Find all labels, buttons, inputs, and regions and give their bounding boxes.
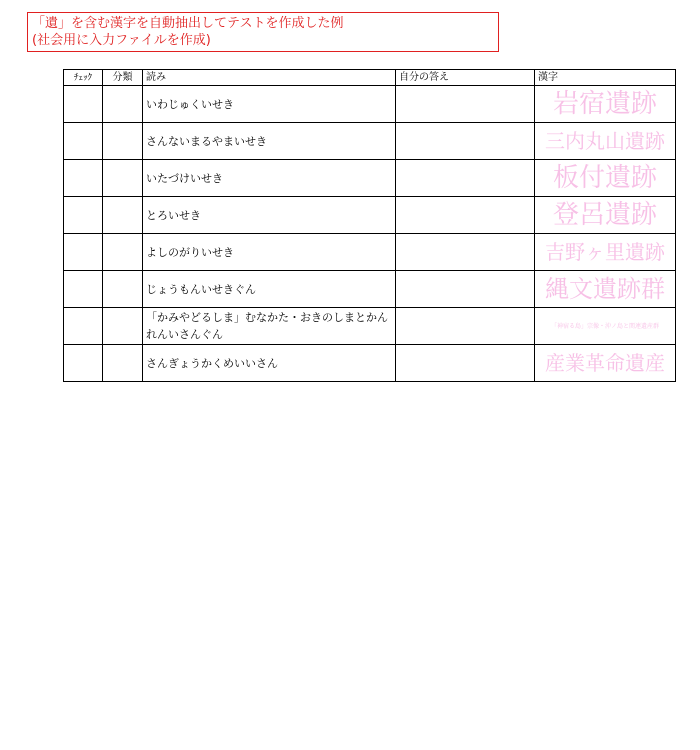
kanji-cell: 縄文遺跡群 xyxy=(535,271,676,308)
check-cell[interactable] xyxy=(64,345,103,382)
check-cell[interactable] xyxy=(64,123,103,160)
table-header-row xyxy=(64,70,676,86)
answer-cell[interactable] xyxy=(396,160,535,197)
answer-cell[interactable] xyxy=(396,86,535,123)
kanji-cell: 三内丸山遺跡 xyxy=(535,123,676,160)
kanji-cell: 板付遺跡 xyxy=(535,160,676,197)
header-reading: 読み xyxy=(143,70,396,86)
check-cell[interactable] xyxy=(64,234,103,271)
reading-cell: さんないまるやまいせき xyxy=(143,123,396,160)
answer-cell[interactable] xyxy=(396,345,535,382)
answer-cell[interactable] xyxy=(396,271,535,308)
answer-cell[interactable] xyxy=(396,234,535,271)
table-row xyxy=(64,234,676,271)
kanji-cell: 産業革命遺産 xyxy=(535,345,676,382)
category-cell xyxy=(103,160,143,197)
reading-cell: さんぎょうかくめいいさん xyxy=(143,345,396,382)
reading-cell: じょうもんいせきぐん xyxy=(143,271,396,308)
table-row xyxy=(64,86,676,123)
notice-box xyxy=(27,12,499,52)
category-cell xyxy=(103,234,143,271)
header-category: 分類 xyxy=(103,70,143,86)
kanji-cell: 登呂遺跡 xyxy=(535,197,676,234)
table-row xyxy=(64,197,676,234)
check-cell[interactable] xyxy=(64,160,103,197)
category-cell xyxy=(103,197,143,234)
header-my-answer: 自分の答え xyxy=(396,70,535,86)
header-kanji: 漢字 xyxy=(535,70,676,86)
category-cell xyxy=(103,308,143,345)
header-check: ﾁｪｯｸ xyxy=(64,70,103,86)
table-row xyxy=(64,345,676,382)
answer-cell[interactable] xyxy=(396,197,535,234)
reading-cell: いわじゅくいせき xyxy=(143,86,396,123)
check-cell[interactable] xyxy=(64,271,103,308)
table-row xyxy=(64,160,676,197)
check-cell[interactable] xyxy=(64,197,103,234)
kanji-cell: 「神宿る島」宗像・沖ノ島と関連遺産群 xyxy=(535,308,676,345)
reading-cell: よしのがりいせき xyxy=(143,234,396,271)
kanji-cell: 岩宿遺跡 xyxy=(535,86,676,123)
table-row xyxy=(64,308,676,345)
category-cell xyxy=(103,123,143,160)
reading-cell: 「かみやどるしま」むなかた・おきのしまとかんれんいさんぐん xyxy=(143,308,396,345)
reading-cell: とろいせき xyxy=(143,197,396,234)
category-cell xyxy=(103,271,143,308)
notice-line-2: (社会用に入力ファイルを作成) xyxy=(32,33,211,48)
answer-cell[interactable] xyxy=(396,308,535,345)
kanji-test-table xyxy=(63,69,676,382)
check-cell[interactable] xyxy=(64,308,103,345)
notice-line-1: 「遺」を含む漢字を自動抽出してテストを作成した例 xyxy=(32,16,344,31)
kanji-cell: 吉野ヶ里遺跡 xyxy=(535,234,676,271)
table-row xyxy=(64,271,676,308)
check-cell[interactable] xyxy=(64,86,103,123)
category-cell xyxy=(103,86,143,123)
category-cell xyxy=(103,345,143,382)
table-row xyxy=(64,123,676,160)
answer-cell[interactable] xyxy=(396,123,535,160)
reading-cell: いたづけいせき xyxy=(143,160,396,197)
